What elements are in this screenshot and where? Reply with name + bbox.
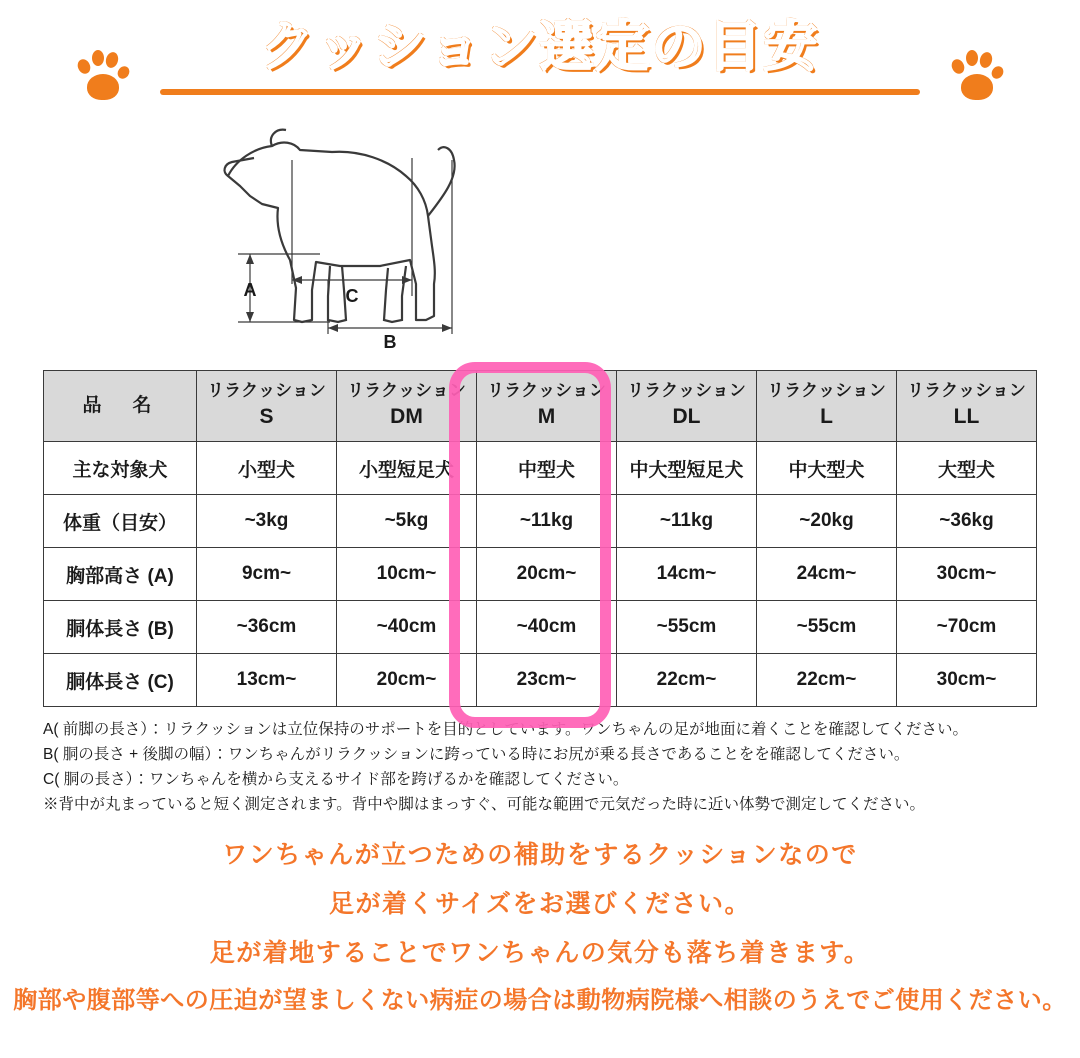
table-col-header-ll: リラクッション LL — [897, 371, 1037, 442]
note-line: C( 胴の長さ）：ワンちゃんを横から支えるサイド部を跨げるかを確認してください。 — [43, 771, 629, 789]
table-cell: 24cm~ — [757, 548, 897, 601]
diagram-label-c: C — [345, 286, 359, 306]
table-row — [44, 601, 1037, 654]
table-row — [44, 548, 1037, 601]
table-row — [44, 495, 1037, 548]
table-cell: ~3kg — [197, 495, 337, 548]
table-cell: ~55cm — [617, 601, 757, 654]
table-cell: 22cm~ — [617, 654, 757, 707]
footer-messages — [0, 831, 1080, 1024]
table-header-row — [44, 371, 1037, 442]
measurement-notes — [43, 717, 1037, 817]
table-cell: ~40cm — [337, 601, 477, 654]
table-cell: ~70cm — [897, 601, 1037, 654]
note-line: ※背中が丸まっていると短く測定されます。背中や脚はまっすぐ、可能な範囲で元気だった時に近い体勢で測定してください。 — [43, 796, 925, 814]
page-header — [0, 0, 1080, 120]
table-cell: ~20kg — [757, 495, 897, 548]
footer-message: 胸部や腹部等への圧迫が望ましくない病症の場合は動物病院様へ相談のうえでご使用ください。 — [13, 986, 1067, 1014]
row-label-body-length-c: 胴体長さ (C) — [44, 654, 197, 707]
dog-measurement-diagram — [0, 120, 1080, 360]
table-cell: ~11kg — [617, 495, 757, 548]
table-cell: 20cm~ — [337, 654, 477, 707]
table-cell: 中型犬 — [477, 442, 617, 495]
table-corner-header: 品 名 — [44, 371, 197, 442]
table-cell: 中大型短足犬 — [617, 442, 757, 495]
table-cell: 23cm~ — [477, 654, 617, 707]
table-col-header-l: リラクッション L — [757, 371, 897, 442]
paw-print-icon — [74, 46, 132, 104]
size-spec-table — [43, 370, 1037, 707]
table-row — [44, 654, 1037, 707]
footer-message: 足が着くサイズをお選びください。 — [328, 890, 751, 919]
row-label-chest-height: 胸部高さ (A) — [44, 548, 197, 601]
table-col-header-m: リラクッション M — [477, 371, 617, 442]
table-cell: 22cm~ — [757, 654, 897, 707]
spec-table-wrapper — [43, 370, 1037, 707]
note-line: A( 前脚の長さ）：リラクッションは立位保持のサポートを目的としています。ワンちゃんの足が地面に着くことを確認してください。 — [43, 721, 969, 738]
paw-print-icon — [948, 46, 1006, 104]
table-cell: 20cm~ — [477, 548, 617, 601]
table-cell: 30cm~ — [897, 654, 1037, 707]
footer-message: ワンちゃんが立つための補助をするクッションなので — [222, 841, 858, 870]
page-title: クッション選定の目安 — [260, 17, 820, 77]
table-cell: 中大型犬 — [757, 442, 897, 495]
row-label-body-length-b: 胴体長さ (B) — [44, 601, 197, 654]
note-line: B( 胴の長さ + 後脚の幅）：ワンちゃんがリラクッションに跨っている時にお尻が乗る長さであることをを確認してください。 — [43, 746, 910, 764]
table-cell: 14cm~ — [617, 548, 757, 601]
table-cell: 30cm~ — [897, 548, 1037, 601]
table-cell: 13cm~ — [197, 654, 337, 707]
dog-silhouette-icon — [220, 120, 860, 350]
diagram-label-b: B — [383, 332, 397, 350]
table-cell: 小型犬 — [197, 442, 337, 495]
table-col-header-dm: リラクッション DM — [337, 371, 477, 442]
table-cell: 9cm~ — [197, 548, 337, 601]
table-cell: ~40cm — [477, 601, 617, 654]
table-cell: ~36cm — [197, 601, 337, 654]
table-cell: 小型短足犬 — [337, 442, 477, 495]
diagram-label-a: A — [243, 280, 257, 300]
table-col-header-s: リラクッション S — [197, 371, 337, 442]
table-cell: ~55cm — [757, 601, 897, 654]
table-cell: 大型犬 — [897, 442, 1037, 495]
table-col-header-dl: リラクッション DL — [617, 371, 757, 442]
table-cell: 10cm~ — [337, 548, 477, 601]
title-underline — [160, 89, 920, 95]
table-cell: ~36kg — [897, 495, 1037, 548]
table-cell: ~11kg — [477, 495, 617, 548]
row-label-weight: 体重（目安） — [44, 495, 197, 548]
footer-message: 足が着地することでワンちゃんの気分も落ち着きます。 — [209, 938, 871, 967]
row-label-target-dog: 主な対象犬 — [44, 442, 197, 495]
table-row — [44, 442, 1037, 495]
table-cell: ~5kg — [337, 495, 477, 548]
